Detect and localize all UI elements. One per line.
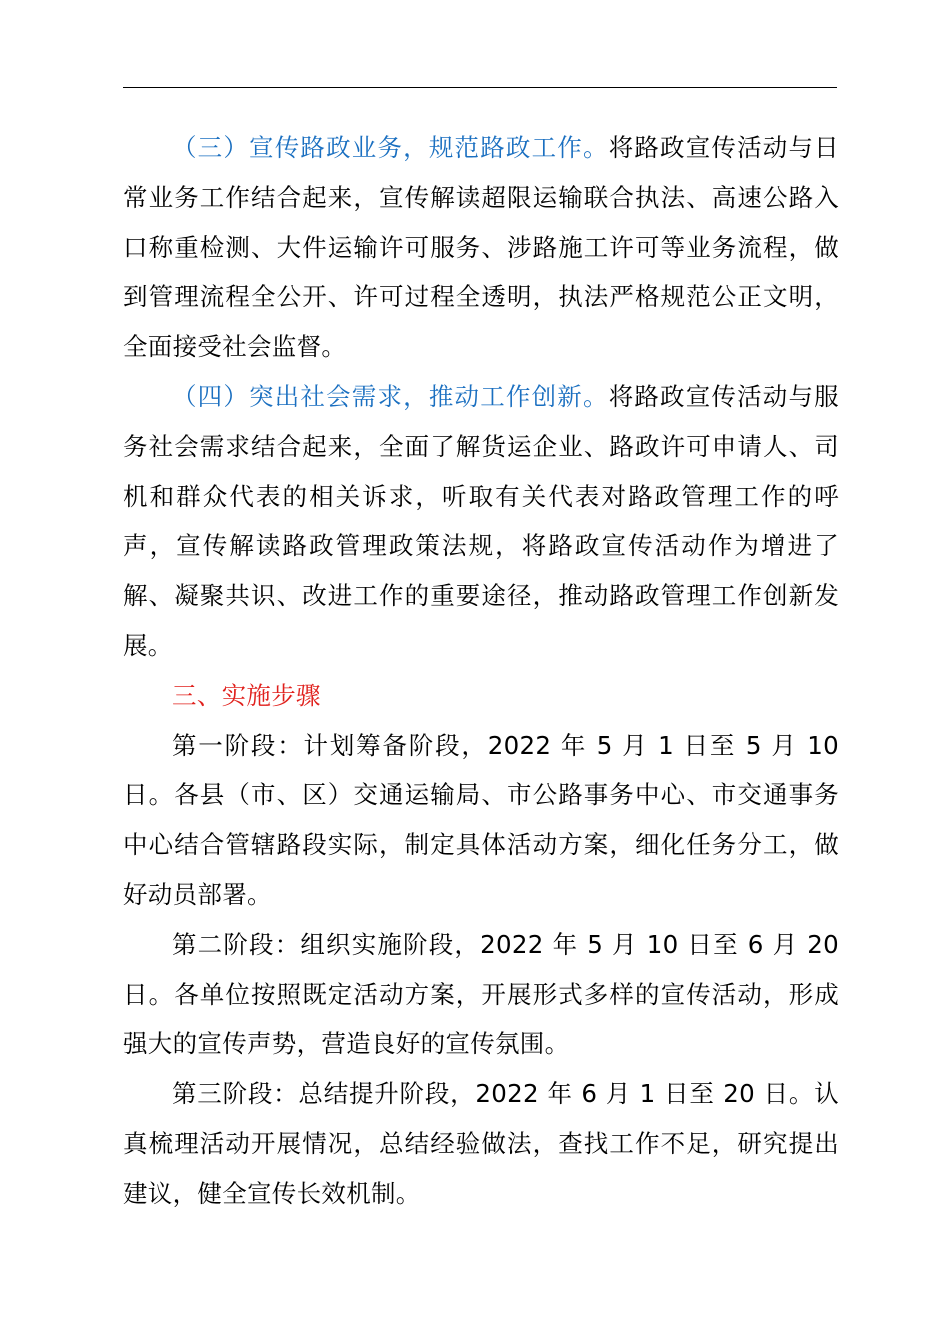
paragraph-stage-1 xyxy=(123,721,839,920)
paragraph-stage-3 xyxy=(123,1069,839,1218)
document-body xyxy=(123,123,839,1219)
paragraph-text: 第二阶段：组织实施阶段，2022 年 5 月 10 日至 6 月 20日。各单位按照既定活动方案，开展形式多样的宣传活动，形成强大的宣传声势，营造良好的宣传氛围。 xyxy=(123,929,839,1059)
paragraph-section-3 xyxy=(123,123,839,372)
paragraph-section-4 xyxy=(123,372,839,671)
paragraph-text: 将路政宣传活动与服务社会需求结合起来，全面了解货运企业、路政许可申请人、司机和群众代表的相关诉求，听取有关代表对路政管理工作的呼声，宣传解读路政管理政策法规，将路政宣传活动作为增进了解、凝聚共识、改进工作的重要途径，推动路政管理工作创新发展。 xyxy=(123,381,839,660)
header-rule xyxy=(123,87,837,88)
paragraph-stage-2 xyxy=(123,920,839,1069)
paragraph-text: 第三阶段：总结提升阶段，2022 年 6 月 1 日至 20 日。认真梳理活动开展情况，总结经验做法，查找工作不足，研究提出建议，健全宣传长效机制。 xyxy=(123,1079,839,1208)
chapter-heading-implementation xyxy=(123,671,839,721)
section-heading-3: （三）宣传路政业务，规范路政工作。 xyxy=(172,133,609,162)
section-heading-4: （四）突出社会需求，推动工作创新。 xyxy=(172,381,609,411)
chapter-heading: 三、实施步骤 xyxy=(172,680,321,710)
paragraph-text: 第一阶段：计划筹备阶段，2022 年 5 月 1 日至 5 月 10 日。各县（市、区）交通运输局、市公路事务中心、市交通事务中心结合管辖路段实际，制定具体活动方案，细化任务分工，做好动员部署。 xyxy=(123,730,839,909)
paragraph-text: 将路政宣传活动与日常业务工作结合起来，宣传解读超限运输联合执法、高速公路入口称重检测、大件运输许可服务、涉路施工许可等业务流程，做到管理流程全公开、许可过程全透明，执法严格规范公正文明，全面接受社会监督。 xyxy=(123,133,839,362)
